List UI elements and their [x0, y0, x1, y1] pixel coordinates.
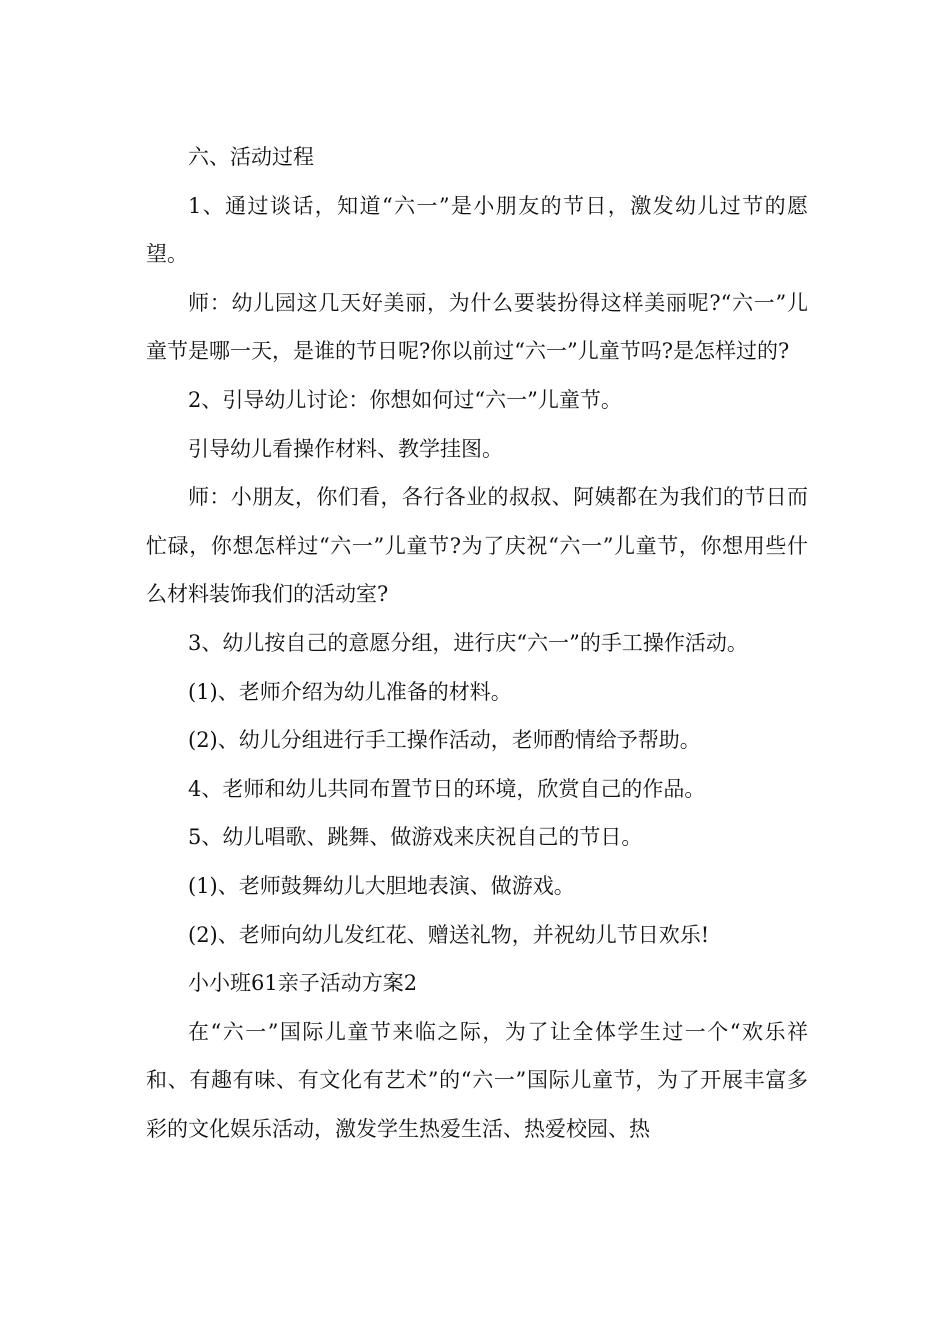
paragraph: 3、幼儿按自己的意愿分组，进行庆“六一”的手工操作活动。 — [188, 630, 748, 655]
paragraph: 1、通过谈话，知道“六一”是小朋友的节日，激发幼儿过节的愿望。 — [146, 193, 808, 267]
paragraph: 在“六一”国际儿童节来临之际，为了让全体学生过一个“欢乐祥和、有趣有味、有文化有艺术”的“六一”国际儿童节，为了开展丰富多彩的文化娱乐活动，激发学生热爱生活、热爱校园、热 — [146, 1019, 808, 1141]
paragraph: (2)、幼儿分组进行手工操作活动，老师酌情给予帮助。 — [188, 728, 701, 753]
paragraph: (1)、老师介绍为幼儿准备的材料。 — [188, 679, 512, 704]
paragraph: 2、引导幼儿讨论：你想如何过“六一”儿童节。 — [188, 387, 622, 412]
document-body — [146, 133, 808, 1153]
section-heading: 六、活动过程 — [188, 145, 314, 169]
paragraph: 5、幼儿唱歌、跳舞、做游戏来庆祝自己的节日。 — [188, 825, 643, 850]
paragraph: 引导幼儿看操作材料、教学挂图。 — [188, 436, 503, 461]
paragraph: (1)、老师鼓舞幼儿大胆地表演、做游戏。 — [188, 873, 575, 898]
paragraph: 4、老师和幼儿共同布置节日的环境，欣赏自己的作品。 — [188, 776, 706, 801]
paragraph: 师：小朋友，你们看，各行各业的叔叔、阿姨都在为我们的节日而忙碌，你想怎样过“六一”儿童节?为了庆祝“六一”儿童节，你想用些什么材料装饰我们的活动室? — [146, 485, 808, 607]
paragraph: (2)、老师向幼儿发红花、赠送礼物，并祝幼儿节日欢乐! — [188, 922, 710, 947]
paragraph: 师：幼儿园这几天好美丽，为什么要装扮得这样美丽呢?“六一”儿童节是哪一天，是谁的节日呢?你以前过“六一”儿童节吗?是怎样过的? — [146, 290, 808, 364]
section-title: 小小班61亲子活动方案2 — [188, 971, 418, 996]
